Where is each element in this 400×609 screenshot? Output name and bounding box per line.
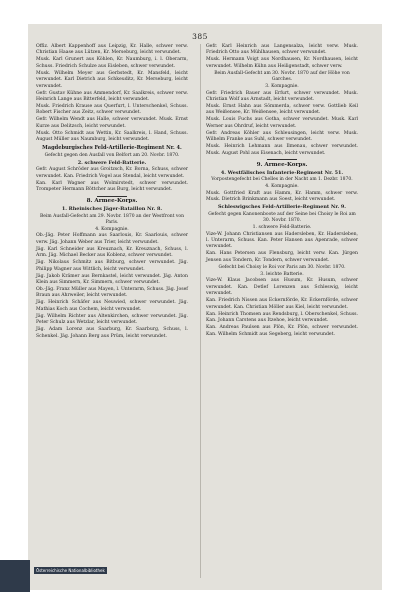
company-heading: 3. leichte Batterie. xyxy=(260,271,304,277)
company-heading: 4. Kompagnie. xyxy=(95,226,129,232)
entry-paragraph: Musk. Wilhelm Meyer aus Gerbstedt, Kr. Mansfeld, leicht verwundet. Karl Dietrich aus Schkeuditz, Kr. Merseburg, leicht verwundet. xyxy=(36,70,188,89)
engagement-line: Gefecht gegen den Ausfall von Belfort am 20. Novbr. 1870. xyxy=(44,152,180,158)
entry-paragraph: Gefr. Friedrich Bauer aus Erfurt, schwer verwundet. Musk. Christian Wolf aus Arnstadt, leicht verwundet. xyxy=(206,90,358,103)
engagement-line: Vorpostengefecht bei Chelles in der Nacht am 1. Dezbr. 1870. xyxy=(211,177,353,183)
entry-paragraph: Musk. Friedrich Krause aus Querfurt, l. Unterschenkel, Schuss. Robert Fischer aus Zeitz, schwer verwundet. xyxy=(36,104,188,116)
library-logo-label: Österreichische Nationalbibliothek xyxy=(36,568,105,573)
entry-paragraph: Gefr. Wilhelm Wendt aus Halle, schwer verwundet. Musk. Ernst Kurze aus Delitzsch, leicht verwundet. xyxy=(36,117,188,129)
entry-paragraph: Jäg. Adam Lorenz aus Saarburg, Kr. Saarburg, Schuss, l. Schenkel. Jäg. Johann Berg aus Prüm, leicht verwundet. xyxy=(36,327,188,339)
entry-paragraph: Musk. Gottfried Kraft aus Hamm, Kr. Hamm, schwer verw. Musk. Dietrich Brinkmann aus Soest, leicht verwundet. xyxy=(206,190,358,203)
unit-heading: 1. Rheinisches Jäger-Bataillon Nr. 8. xyxy=(61,206,163,213)
engagement-line: Beim Ausfall-Gefecht am 30. Novbr. 1870 auf der Höhe von Garches. xyxy=(214,70,350,83)
entry-paragraph: Gefr. Gustav Kühne aus Ammendorf, Kr. Saalkreis, schwer verw. Heinrich Lange aus Bitterfeld, leicht verwundet. xyxy=(36,90,188,103)
unit-heading: 2. schwere Feld-Batterie. xyxy=(77,159,147,166)
section-rule xyxy=(97,196,127,197)
right-column xyxy=(206,44,358,339)
entry-paragraph: Musk. Karl Grunert aus Köhlen, Kr. Naumburg, i. l. Oberarm, Schuss. Friedrich Schulze aus Eisleben, schwer verwundet. xyxy=(36,57,188,69)
entry-paragraph: Kan. Karl Wagner aus Wolmirstedt, schwer verwundet. Trompeter Hermann Böttcher aus Burg, leicht verwundet. xyxy=(36,180,188,193)
entry-paragraph: Musk. Hermann Voigt aus Nordhausen, Kr. Nordhausen, leicht verwundet. Wilhelm Kühn aus Heiligenstadt, schwer verw. xyxy=(206,57,358,69)
entry-paragraph: Jäg. Karl Schneider aus Kreuznach, Kr. Kreuznach, Schuss, l. Arm. Jäg. Michael Becker aus Koblenz, schwer verwundet. xyxy=(36,246,188,259)
page-number: 385 xyxy=(192,32,208,41)
corps-heading: 8. Armee-Korps. xyxy=(86,198,138,205)
company-heading: 4. Kompagnie. xyxy=(265,183,299,189)
entry-paragraph: Offiz. Albert Kappenhoff aus Leipzig, Kr. Halle, schwer verw. Christian Haase aus Lützen, Kr. Merseburg, leicht verwundet. xyxy=(36,44,188,56)
corps-heading: 9. Armee-Korps. xyxy=(256,161,308,168)
entry-paragraph: Jäg. Jakob Krämer aus Bernkastel, leicht verwundet. Jäg. Anton Klein aus Simmern, Kr. Simmern, schwer verwundet. xyxy=(36,273,188,285)
entry-paragraph: Kan. Hans Petersen aus Flensburg, leicht verw. Kan. Jürgen Jensen aus Tondern, Kr. Tondern, schwer verwundet. xyxy=(206,251,358,263)
company-heading: 3. Kompagnie. xyxy=(265,83,299,89)
entry-paragraph: Gefr. Karl Heinrich aus Langensalza, leicht verw. Musk. Friedrich Otto aus Mühlhausen, schwer verwundet. xyxy=(206,44,358,56)
unit-heading: 4. Westfälisches Infanterie-Regiment Nr. 51. xyxy=(220,169,344,176)
entry-paragraph: Kan. Andreas Paulsen aus Plön, Kr. Plön, schwer verwundet. Kan. Wilhelm Schmidt aus Segeberg, leicht verwundet. xyxy=(206,325,358,337)
company-heading: 1. schwere Feld-Batterie. xyxy=(252,224,312,230)
entry-paragraph: Musk. Otto Schmidt aus Wettin, Kr. Saalkreis, l. Hand, Schuss. August Müller aus Naumburg, leicht verwundet. xyxy=(36,130,188,143)
engagement-line: Beim Ausfall-Gefecht am 29. Novbr. 1870 an der Westfront von Paris. xyxy=(40,213,184,225)
entry-paragraph: Jäg. Heinrich Schäfer aus Neuwied, schwer verwundet. Jäg. Mathias Koch aus Cochem, leicht verwundet. xyxy=(36,300,188,312)
left-column xyxy=(36,44,188,341)
entry-paragraph: Vize-W. Johann Christiansen aus Hadersleben, Kr. Hadersleben, l. Unterarm, Schuss. Kan. Peter Hansen aus Apenrade, schwer verwundet. xyxy=(206,231,358,250)
unit-heading: Schleswigsches Feld-Artillerie-Regiment Nr. 9. xyxy=(217,204,346,211)
entry-paragraph: Gefr. Andreas Köhler aus Schleusingen, leicht verw. Musk. Wilhelm Franke aus Suhl, schwer verwundet. xyxy=(206,130,358,143)
engagement-line: Gefecht gegen Kanonenboote auf der Seine bei Choisy le Roi am 30. Novbr. 1870. xyxy=(208,211,356,224)
library-logo-icon xyxy=(0,560,30,592)
entry-paragraph: Musk. Heinrich Lehmann aus Ilmenau, schwer verwundet. Musk. August Pohl aus Eisenach, leicht verwundet. xyxy=(206,144,358,156)
entry-paragraph: Vize-W. Klaus Jacobsen aus Husum, Kr. Husum, schwer verwundet. Kan. Detlef Lorenzen aus Schleswig, leicht verwundet. xyxy=(206,278,358,297)
entry-paragraph: Ob.-Jäg. Peter Hoffmann aus Saarlouis, Kr. Saarlouis, schwer verw. Jäg. Johann Weber aus Trier, leicht verwundet. xyxy=(36,233,188,245)
entry-paragraph: Musk. Louis Fuchs aus Gotha, schwer verwundet. Musk. Karl Werner aus Ohrdruf, leicht verwundet. xyxy=(206,117,358,129)
entry-paragraph: Jäg. Nikolaus Schmitz aus Bitburg, schwer verwundet. Jäg. Philipp Wagner aus Wittlich, leicht verwundet. xyxy=(36,260,188,272)
section-rule xyxy=(267,159,297,160)
entry-paragraph: Kan. Friedrich Nissen aus Eckernförde, Kr. Eckernförde, schwer verwundet. Kan. Christian Möller aus Kiel, leicht verwundet. xyxy=(206,298,358,310)
entry-paragraph: Jäg. Wilhelm Richter aus Altenkirchen, schwer verwundet. Jäg. Peter Schulz aus Wetzlar, leicht verwundet. xyxy=(36,313,188,326)
entry-paragraph: Kan. Heinrich Thomsen aus Rendsburg, l. Oberschenkel, Schuss. Kan. Johann Carstens aus Itzehoe, leicht verwundet. xyxy=(206,311,358,324)
engagement-line: Gefecht bei Choisy le Roi vor Paris am 30. Novbr. 1870. xyxy=(218,264,346,270)
entry-paragraph: Ob.-Jäg. Franz Müller aus Mayen, l. Unterarm, Schuss. Jäg. Josef Braun aus Ahrweiler, leicht verwundet. xyxy=(36,287,188,299)
entry-paragraph: Gefr. August Schröder aus Groitzsch, Kr. Borna, Schuss, schwer verwundet. Kan. Friedrich Vogel aus Stendal, leicht verwundet. xyxy=(36,167,188,179)
regiment-heading: Magdeburgisches Feld-Artillerie-Regiment Nr. 4. xyxy=(42,145,182,152)
entry-paragraph: Musk. Ernst Hahn aus Sömmerda, schwer verw. Gottlieb Keil aus Weißensee, Kr. Weißensee, leicht verwundet. xyxy=(206,104,358,116)
column-divider xyxy=(200,44,201,578)
